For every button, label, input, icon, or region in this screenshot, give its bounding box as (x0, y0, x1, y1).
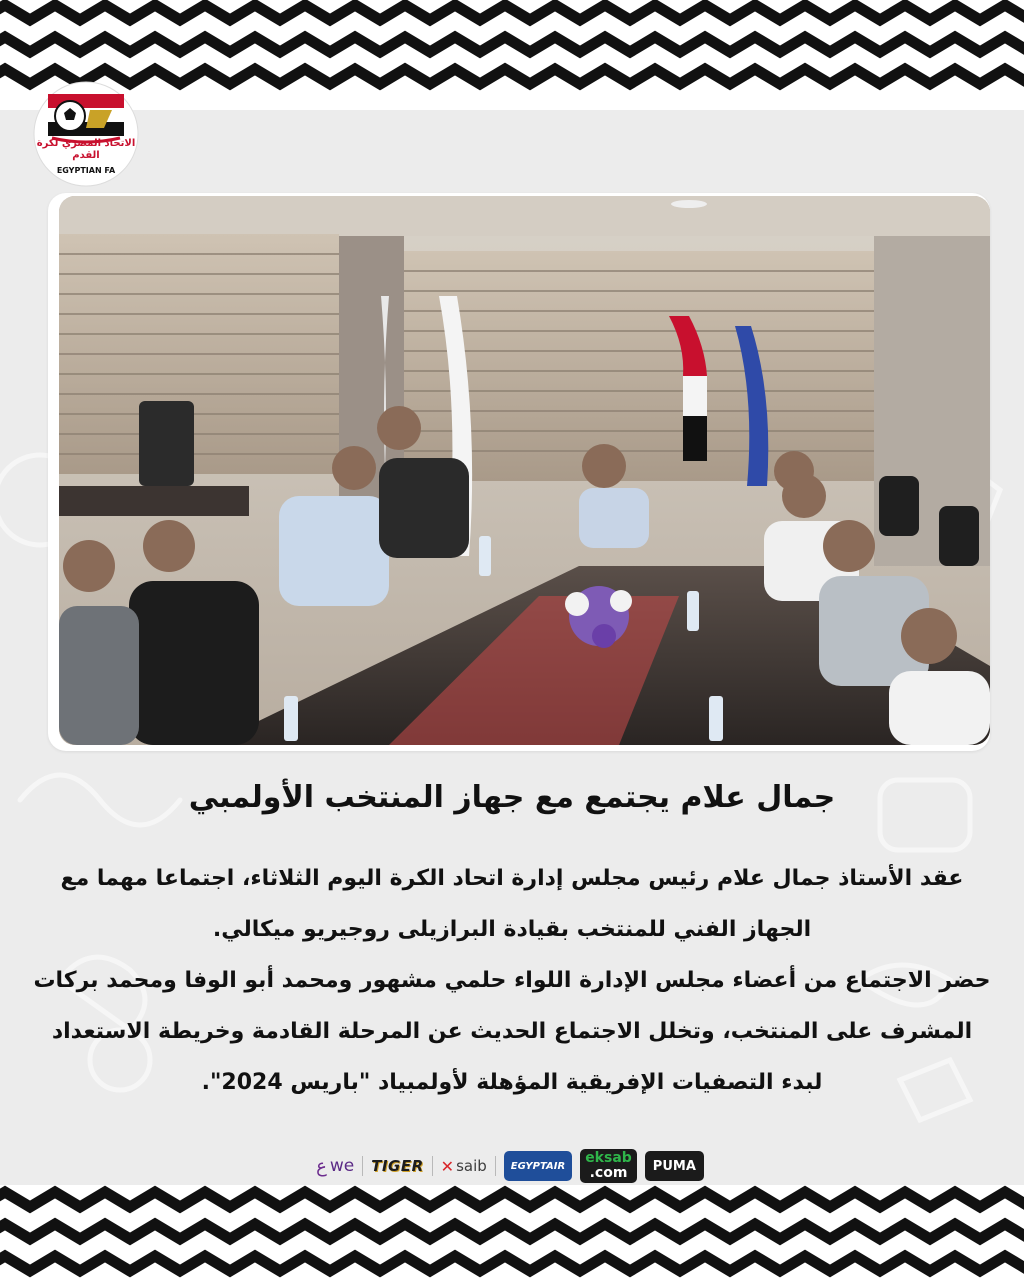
meeting-photo (59, 196, 990, 745)
egyptair-sponsor-logo: EGYPTAIR (504, 1151, 572, 1181)
top-zigzag-band (0, 0, 1024, 110)
bottom-zigzag-band (0, 1185, 1024, 1280)
eksab-label-top: eksab (585, 1150, 632, 1166)
meeting-room-illustration (59, 196, 990, 745)
article-body (30, 853, 994, 1108)
eksab-label-bottom: .com (589, 1165, 628, 1181)
egyptian-fa-logo (32, 80, 140, 188)
sponsor-divider (362, 1156, 363, 1176)
we-icon: ع (316, 1155, 327, 1177)
sponsor-divider (495, 1156, 496, 1176)
logo-english-text: EGYPTIAN FA (56, 166, 116, 175)
article-paragraph-1: عقد الأستاذ جمال علام رئيس مجلس إدارة اتحاد الكرة اليوم الثلاثاء، اجتماعا مهما مع الجهاز الفني للمنتخب بقيادة البرازيلى روجيريو ميكالي. (60, 866, 964, 942)
we-sponsor-logo (316, 1150, 354, 1182)
we-sponsor-label: we (329, 1156, 355, 1176)
eksab-sponsor-logo (580, 1149, 637, 1183)
saib-sponsor-label: saib (456, 1157, 487, 1175)
zigzag-pattern-top (0, 0, 1024, 110)
tiger-sponsor-logo: TIGER (371, 1157, 424, 1175)
article-paragraph-2: حضر الاجتماع من أعضاء مجلس الإدارة اللواء حلمي مشهور ومحمد أبو الوفا ومحمد بركات المشرف على المنتخب، وتخلل الاجتماع الحديث عن المرحلة القادمة وخريطة الاستعداد لبدء التصفيات الإفريقية المؤهلة لأولمبياد "باريس 2024". (33, 968, 991, 1095)
sponsor-strip (300, 1146, 720, 1186)
article-headline: جمال علام يجتمع مع جهاز المنتخب الأولمبي (188, 780, 836, 815)
sponsor-divider (432, 1156, 433, 1176)
zigzag-pattern-bottom (0, 1185, 1024, 1280)
logo-arabic-text: الاتحاد المصري لكرة القدم (36, 138, 136, 161)
saib-sponsor-logo (441, 1150, 487, 1182)
saib-icon: ✕ (440, 1156, 455, 1176)
puma-sponsor-logo: PUMA (645, 1151, 704, 1181)
